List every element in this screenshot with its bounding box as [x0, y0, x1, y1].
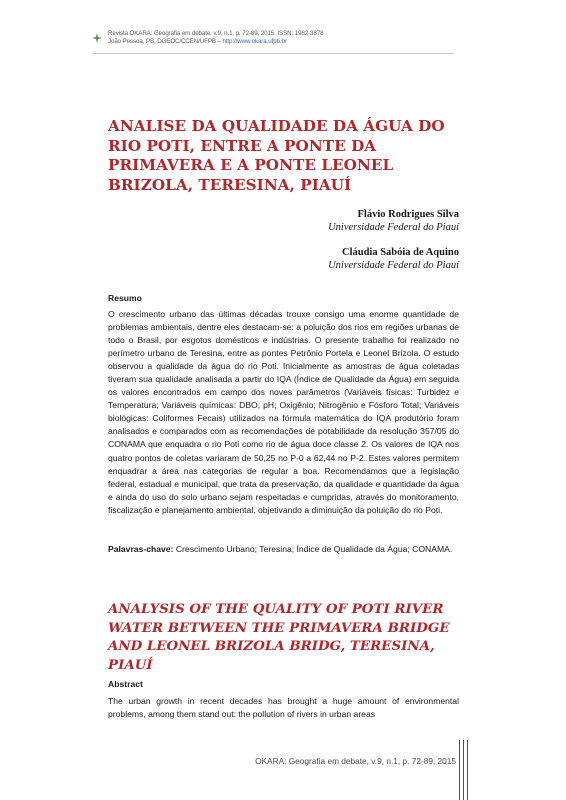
page-footer: OKARA: Geografia em debate, v.9, n.1, p. 72-89, 2015 — [255, 756, 456, 766]
footer-decorative-bars — [459, 740, 468, 800]
journal-citation: Revista OKARA: Geografia em debate, v.9, n.1, p. 72-89, 2015. ISSN: 1982-3878 — [108, 30, 324, 37]
author-name: Cláudia Sabóia de Aquino — [341, 247, 459, 258]
abstract-text: The urban growth in recent decades has brought a huge amount of environmental problems, among them stand out: the pollution of rivers in urban areas — [108, 696, 459, 720]
okara-logo-icon — [92, 33, 102, 43]
author-institution: Universidade Federal do Piauí — [328, 222, 459, 233]
keywords-list: Crescimento Urbano; Teresina; Índice de Qualidade da Água; CONAMA. — [173, 544, 453, 554]
journal-header — [108, 30, 528, 46]
resumo-text: O crescimento urbano das últimas décadas trouxe consigo uma enorme quantidade de problemas ambientais, dentre eles destacam-se: a poluição dos rios em regiões urbanas de todo o Brasil, por esgotos domésticos e indústrias. O presente trabalho foi realizado no perímetro urbano de Teresina, entre as pontes Petrônio Portela e Leonel Brizola. O estudo observou a qualidade da água do rio Poti. Inicialmente as amostras de água coletadas tiveram sua qualidade analisada a partir do IQA (Índice de Qualidade da Água) em seguida os valores encontrados em campo dos noves parâmetros (Variáveis físicas: Turbidez e Temperatura; Variáveis químicas: DBO; pH; Oxigênio; Nitrogênio e Fósforo Total; Variáveis biológicas: Coliformes Fecais) utilizados na fórmula matemática do IQA produtório foram analisados e comparados com as recomendações de potabilidade da resolução 357/05 do CONAMA que enquadra o rio Poti como rio de água doce classe 2. Os valores de IQA nos quatro pontos de coletas variaram de 50,25 no P-0 a 62,44 no P-2. Estes valores permitem enquadrar a área nas categorias de regular a boa. Recomendamos que a legislação federal, estadual e municipal, que trata da preservação, da qualidade e quantidade da água e ainda do uso do solo urbano sejam respeitadas e cumpridas, através do monitoramento, fiscalização e planejamento ambiental, objetivando a diminuição da poluição do rio Poti. — [108, 309, 459, 515]
header-divider — [93, 53, 454, 54]
journal-url-link[interactable]: http://www.okara.ufpb.br — [222, 38, 287, 45]
author-name: Flávio Rodrigues Silva — [357, 209, 459, 220]
keywords — [108, 543, 459, 556]
journal-location — [108, 38, 528, 46]
resumo-heading: Resumo — [108, 293, 142, 303]
article-title-pt: ANALISE DA QUALIDADE DA ÁGUA DO RIO POTI, ENTRE A PONTE DA PRIMAVERA E A PONTE LEONEL BRIZOLA, TERESINA, PIAUÍ — [108, 117, 445, 194]
article-title-en: ANALYSIS OF THE QUALITY OF POTI RIVER WATER BETWEEN THE PRIMAVERA BRIDGE AND LEONEL BRIZOLA BRIDG, TERESINA, PIAUÍ — [108, 601, 450, 673]
keywords-label: Palavras-chave: — [108, 544, 174, 554]
author-institution: Universidade Federal do Piauí — [328, 260, 459, 271]
abstract-heading: Abstract — [108, 679, 143, 689]
author-block — [328, 208, 459, 272]
journal-location-prefix: João Pessoa, PB, DGEOC/CCEN/UFPB – — [108, 38, 223, 45]
